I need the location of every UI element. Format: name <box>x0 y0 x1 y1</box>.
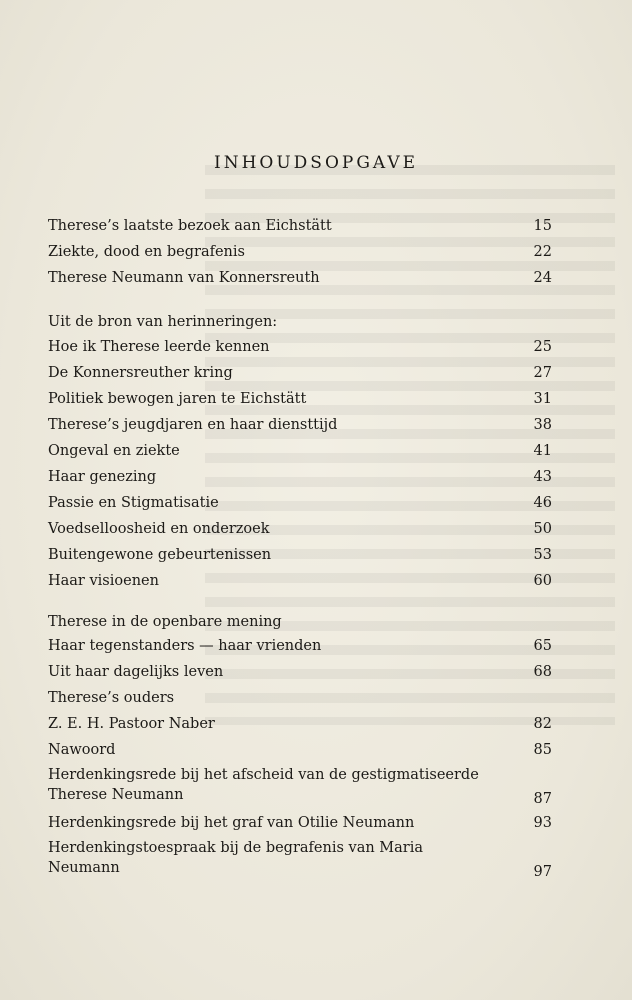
toc-entry-title: Uit haar dagelijks leven <box>48 664 224 680</box>
toc-entry-title: Herdenkingsrede bij het graf van Otilie Neumann <box>48 815 415 831</box>
toc-entry-title: Hoe ik Therese leerde kennen <box>48 339 270 355</box>
toc-entry <box>48 686 552 710</box>
toc-entry-page: 60 <box>533 573 552 589</box>
toc-entry <box>48 335 552 359</box>
toc-entry-title: Uit de bron van herinneringen: <box>48 314 278 330</box>
toc-entry-page: 82 <box>533 716 552 732</box>
toc-entry-title: De Konnersreuther kring <box>48 365 233 381</box>
toc-entry-page: 27 <box>533 365 552 381</box>
toc-entry-page: 50 <box>533 521 552 537</box>
toc-entry-page: 97 <box>533 864 552 880</box>
toc-entry-page: 87 <box>533 791 552 807</box>
toc-entry-page: 68 <box>533 664 552 680</box>
toc-entry-title: Nawoord <box>48 742 116 758</box>
page-title: INHOUDSOPGAVE <box>213 153 419 173</box>
toc-entry <box>48 738 552 762</box>
toc-entry-title: Therese Neumann van Konnersreuth <box>48 270 320 286</box>
toc-entry-title: Haar visioenen <box>48 573 159 589</box>
toc-entry <box>48 387 552 411</box>
toc-entry-page: 85 <box>533 742 552 758</box>
toc-entry-page: 22 <box>533 244 552 260</box>
toc-entry <box>48 491 552 515</box>
toc-entry <box>48 838 552 882</box>
toc-section-heading <box>48 310 552 334</box>
toc-entry <box>48 634 552 658</box>
toc-entry <box>48 811 552 835</box>
toc-entry-title: Herdenkingstoespraak bij de begrafenis van Maria Neumann <box>48 840 424 876</box>
toc-entry <box>48 413 552 437</box>
toc-entry <box>48 660 552 684</box>
toc-entry <box>48 465 552 489</box>
toc-entry-page: 53 <box>533 547 552 563</box>
toc-entry-title: Therese’s laatste bezoek aan Eichstätt <box>48 218 332 234</box>
toc-entry-page: 24 <box>533 270 552 286</box>
toc-entry-title: Haar genezing <box>48 469 157 485</box>
toc-entry <box>48 517 552 541</box>
toc-entry <box>48 240 552 264</box>
toc-entry-page: 41 <box>533 443 552 459</box>
toc-entry <box>48 361 552 385</box>
toc-entry <box>48 543 552 567</box>
toc-entry-page: 43 <box>533 469 552 485</box>
toc-entry-title: Haar tegenstanders — haar vrienden <box>48 638 322 654</box>
toc-entry-page: 65 <box>533 638 552 654</box>
toc-entry-page: 46 <box>533 495 552 511</box>
toc-entry <box>48 765 552 809</box>
toc-section-heading <box>48 610 552 634</box>
toc-entry-page: 25 <box>533 339 552 355</box>
toc-entry <box>48 214 552 238</box>
toc-entry-title: Therese’s ouders <box>48 690 175 706</box>
toc-entry <box>48 569 552 593</box>
toc-entry <box>48 439 552 463</box>
toc-entry-title: Ziekte, dood en begrafenis <box>48 244 245 260</box>
toc-entry-page: 93 <box>533 815 552 831</box>
toc-entry-title: Politiek bewogen jaren te Eichstätt <box>48 391 307 407</box>
toc-entry-page: 38 <box>533 417 552 433</box>
toc-entry-title: Therese’s jeugdjaren en haar diensttijd <box>48 417 338 433</box>
toc-entry-title: Z. E. H. Pastoor Naber <box>48 716 215 732</box>
toc-entry-title: Therese in de openbare mening <box>48 614 282 630</box>
toc-entry-title: Buitengewone gebeurtenissen <box>48 547 272 563</box>
toc-entry-title: Ongeval en ziekte <box>48 443 180 459</box>
toc-entry-page: 31 <box>533 391 552 407</box>
toc-entry-title: Herdenkingsrede bij het afscheid van de gestigmatiseerde Therese Neumann <box>48 767 479 803</box>
toc-entry-page: 15 <box>533 218 552 234</box>
toc-entry-title: Voedselloosheid en onderzoek <box>48 521 270 537</box>
toc-entry <box>48 266 552 290</box>
toc-entry <box>48 712 552 736</box>
toc-entry-title: Passie en Stigmatisatie <box>48 495 219 511</box>
